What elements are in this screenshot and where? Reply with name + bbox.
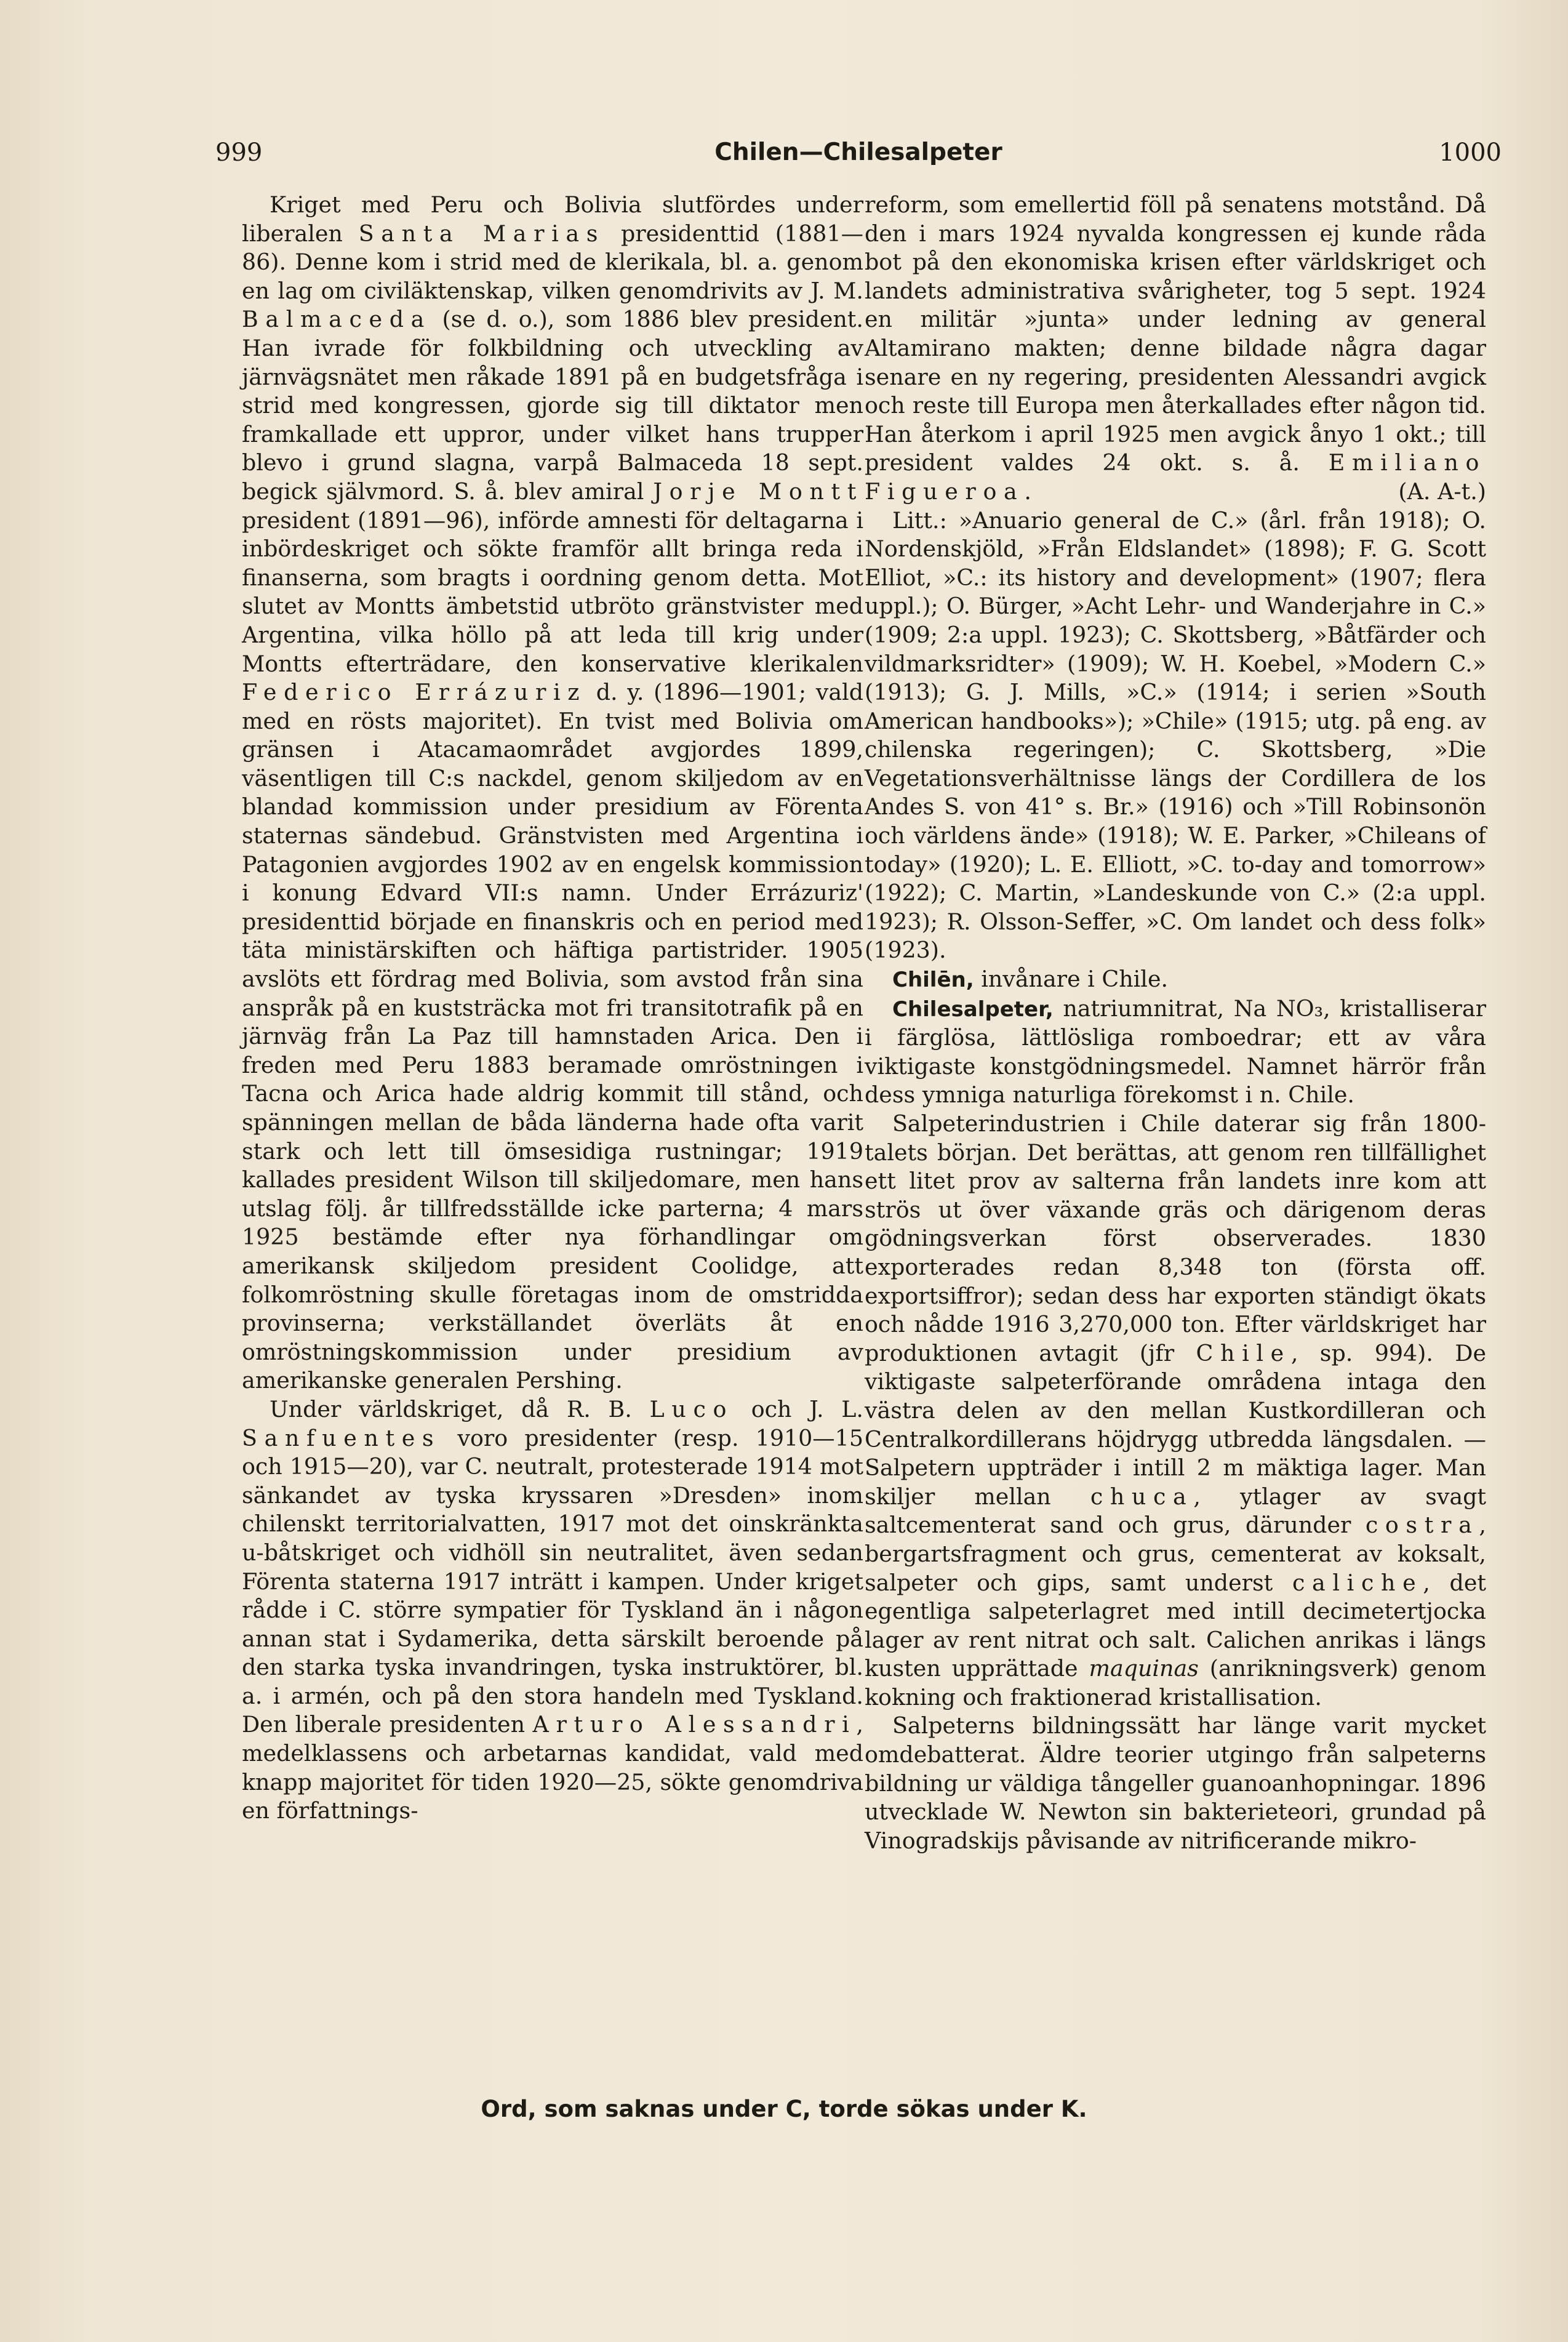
spaced-term: chuca — [1090, 1483, 1194, 1510]
right-column — [865, 191, 1486, 1855]
spaced-name: Federico Errázuriz — [242, 679, 587, 706]
text-run: Salpeterindustrien i Chile daterar sig från 1800-talets början. Det berättas, att genom ren tillfällighet ett litet prov av salterna från landets inre kom att strös ut över växande gräs och därigenom deras gödningsverkan först observerades. 1830 exporterades redan 8,348 ton (första off. exportsiffror); sedan dess har exporten ständigt ökats och nådde 1916 3,270,000 ton. Efter världskriget har produktionen avtagit (jfr — [865, 1110, 1486, 1366]
text-run: , medelklassens och arbetarnas kandidat, vald med knapp majoritet för tiden 1920—25, sökte genomdriva en författnings- — [242, 1711, 863, 1824]
spaced-term: costra — [1365, 1512, 1479, 1539]
page-number-right: 1000 — [1439, 138, 1502, 167]
text-run: president (1891—96), införde amnesti för deltagarna i inbördeskriget och sökte framför allt bringa reda i finanserna, som bragts i oordning genom detta. Mot slutet av Montts ämbetstid utbröto gränstvister med Argentina, vilka höllo på att leda till krig under Montts efterträdare, den konservative klerikalen — [242, 507, 863, 677]
text-run: invånare i Chile. — [974, 966, 1169, 993]
right-paragraph-industry — [865, 1110, 1486, 1712]
left-column — [242, 191, 863, 1826]
right-paragraph-1 — [865, 191, 1486, 507]
italic-term: maquinas — [1089, 1655, 1199, 1682]
text-run: voro presidenter (resp. 1910—15 och 1915—20), var C. neutralt, protesterade 1914 mot sänkandet av tyska kryssaren »Dresden» inom chilenskt territorialvatten, 1917 mot det oinskränkta u-båtskriget och vidhöll sin neutralitet, även sedan Förenta staterna 1917 inträtt i kampen. Under kriget rådde i C. större sympatier för Tyskland än i någon annan stat i Sydamerika, detta särskilt beroende på den starka tyska invandringen, tyska instruktörer, bl. a. i armén, och på den stora handeln med Tyskland. Den liberale presidenten — [242, 1424, 863, 1738]
page-header — [215, 138, 1502, 175]
left-paragraph-1 — [242, 191, 863, 1395]
text-run: Kriget med Peru och Bolivia slutfördes under liberalen — [242, 191, 863, 247]
left-paragraph-2 — [242, 1395, 863, 1826]
author-signature: (A. A-t.) — [1398, 478, 1486, 505]
text-run: d. y. (1896—1901; vald med en rösts majoritet). En tvist med Bolivia om gränsen i Atacamaområdet avgjordes 1899, väsentligen till C:s nackdel, genom skiljedom av en blandad kommission under presidium av Förenta staternas sändebud. Gränstvisten med Argentina i Patagonien avgjordes 1902 av en engelsk kommission i konung Edvard VII:s namn. Under Errázuriz' presidenttid började en finanskris och en period med täta ministärskiften och häftiga partistrider. 1905 avslöts ett fördrag med Bolivia, som avstod från sina anspråk på en kuststräcka mot fri transitotrafik på en järnväg från La Paz till hamnstaden Arica. Den i freden med Peru 1883 beramade omröstningen i Tacna och Arica hade aldrig kommit till stånd, och spänningen mellan de båda länderna hade ofta varit stark och lett till ömsesidiga rustningar; 1919 kallades president Wilson till skiljedomare, men hans utslag följ. år tillfredsställde icke parterna; 4 mars 1925 bestämde efter nya förhandlingar om amerikansk skiljedom president Coolidge, att folkomröstning skulle företagas inom de omstridda provinserna; verkställandet överläts åt en omröstningskommission under presidium av amerikanske generalen Pershing. — [242, 679, 863, 1394]
text-run: presidenttid (1881—86). Denne kom i strid med de klerikala, bl. a. genom en lag om civiläktenskap, vilken genomdrivits av J. M. — [242, 220, 863, 304]
spaced-name: Santa Marias — [358, 220, 606, 247]
text-run: reform, som emellertid föll på senatens motstånd. Då den i mars 1924 nyvalda kongressen ej kunde råda bot på den ekonomiska krisen efter världskriget och landets administrativa svårigheter, tog 5 sept. 1924 en militär »junta» under ledning av general Altamirano makten; denne bildade några dagar senare en ny regering, presidenten Alessandri avgick och reste till Europa men återkallades efter någon tid. Han återkom i april 1925 men avgick ånyo 1 okt.; till president valdes 24 okt. s. å. — [865, 191, 1486, 476]
right-paragraph-formation: Salpeterns bildningssätt har länge varit mycket omdebatterat. Äldre teorier utgingo från salpeterns bildning ur väldiga tångeller guanoanhopningar. 1896 utvecklade W. Newton sin bakterieteori, grundad på Vinogradskijs påvisande av nitrificerande mikro- — [865, 1712, 1486, 1854]
entry-headword: Chilesalpeter, — [892, 997, 1054, 1022]
spaced-term: caliche — [1292, 1569, 1423, 1596]
spaced-name: Arturo Alessandri — [532, 1711, 857, 1738]
text-run: , ytlager av svagt saltcementerat sand och grus, därunder — [865, 1483, 1486, 1539]
entry-chilen — [865, 965, 1486, 995]
text-run: (se d. o.), som 1886 blev president. Han ivrade för folkbildning och utveckling av järnvägsnätet men råkade 1891 på en budgetsfråga i strid med kongressen, gjorde sig till diktator men framkallade ett uppror, under vilket hans trupper blevo i grund slagna, varpå Balmaceda 18 sept. begick självmord. S. å. blev amiral — [242, 306, 863, 505]
text-run: och J. L. — [734, 1395, 863, 1422]
spaced-name: Emiliano Figueroa. — [865, 449, 1486, 505]
spaced-name: Chile — [1196, 1339, 1291, 1366]
spaced-name: Balmaceda — [242, 306, 432, 333]
text-run: , det egentliga salpeterlagret med intill decimetertjocka lager av rent nitrat och salt. Calichen anrikas i längs kusten upprättade — [865, 1569, 1486, 1682]
entry-chilesalpeter — [865, 995, 1486, 1110]
text-run: (anrikningsverk) genom kokning och fraktionerad kristallisation. — [865, 1655, 1486, 1710]
spaced-name: Jorje Montt — [653, 478, 863, 505]
page-number-left: 999 — [215, 138, 263, 167]
text-run: , sp. 994). De viktigaste salpeterförande områdena intaga den västra delen av den mellan Kustkordilleran och Centralkordillerans höjdrygg utbredda längsdalen. — Salpetern uppträder i intill 2 m mäktiga lager. Man skiljer mellan — [865, 1339, 1486, 1510]
entry-headword: Chilēn, — [892, 968, 974, 993]
spaced-name: Luco — [649, 1395, 734, 1422]
footer-note: Ord, som saknas under C, torde sökas under K. — [481, 2096, 1087, 2122]
text-run: natriumnitrat, Na NO₃, kristalliserar i färglösa, lättlösliga romboedrar; ett av våra viktigaste konstgödningsmedel. Namnet härrör från dess ymniga naturliga förekomst i n. Chile. — [865, 995, 1486, 1109]
text-run: Under världskriget, då R. B. — [270, 1395, 650, 1422]
running-title: Chilen—Chilesalpeter — [714, 138, 1002, 166]
spaced-name: Sanfuentes — [242, 1424, 441, 1451]
literature-paragraph: Litt.: »Anuario general de C.» (årl. från 1918); O. Nordenskjöld, »Från Eldslandet» (1898); F. G. Scott Elliot, »C.: its history and development» (1907; flera uppl.); O. Bürger, »Acht Lehr- und Wanderjahre in C.» (1909; 2:a uppl. 1923); C. Skottsberg, »Båtfärder och vildmarksridter» (1909); W. H. Koebel, »Modern C.» (1913); G. J. Mills, »C.» (1914; i serien »South American handbooks»); »Chile» (1915; utg. på eng. av chilenska regeringen); C. Skottsberg, »Die Vegetationsverhältnisse längs der Cordillera de los Andes S. von 41° s. Br.» (1916) och »Till Robinsonön och världens ände» (1918); W. E. Parker, »Chileans of today» (1920); L. E. Elliott, »C. to-day and tomorrow» (1922); C. Martin, »Landeskunde von C.» (2:a uppl. 1923); R. Olsson-Seffer, »C. Om landet och dess folk» (1923). — [865, 507, 1486, 964]
text-run: , bergartsfragment och grus, cementerat av koksalt, salpeter och gips, samt underst — [865, 1512, 1486, 1596]
